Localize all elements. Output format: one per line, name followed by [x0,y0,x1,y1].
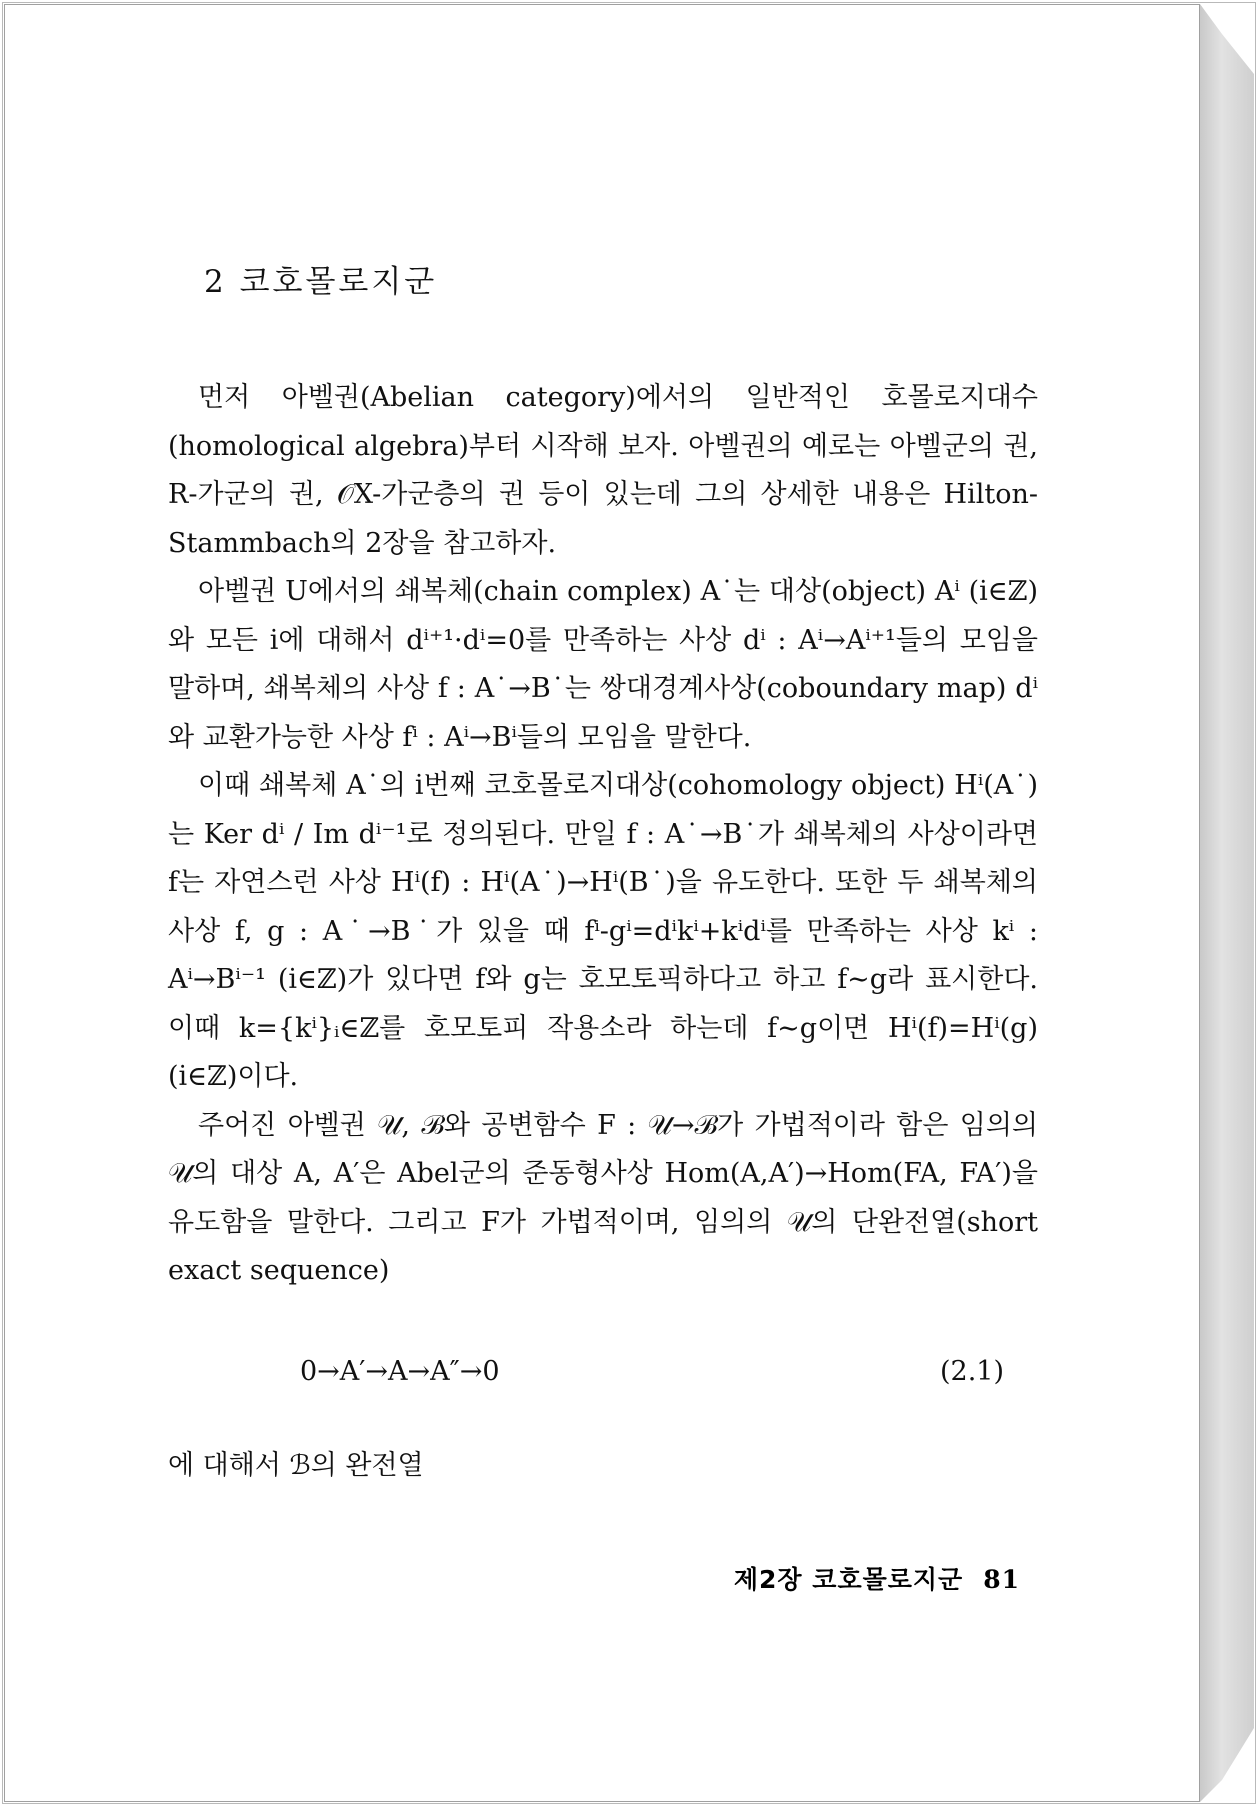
equation-2-1 [168,1348,1038,1397]
section-heading: 2 코호몰로지군 [204,264,438,300]
footer-chapter: 제2장 코호몰로지군 [733,1565,964,1594]
paragraph-after-equation: 에 대해서 ℬ의 완전열 [168,1450,424,1481]
running-footer [720,1560,1020,1596]
paragraph-3: 이때 쇄복체 A˙의 i번째 코호몰로지대상(cohomology object) Hⁱ(A˙)는 Ker dⁱ / Im dⁱ⁻¹로 정의된다. 만일 f : A˙→B˙가 쇄복체의 사상이라면 f는 자연스런 사상 Hⁱ(f) : Hⁱ(A˙)→Hⁱ(B˙)을 유도한다. 또한 두 쇄복체의 사상 f, g : A˙→B˙가 있을 때 fⁱ-gⁱ=dⁱkⁱ+kⁱdⁱ를 만족하는 사상 kⁱ : Aⁱ→Bⁱ⁻¹ (i∈ℤ)가 있다면 f와 g는 호모토픽하다고 하고 f∼g라 표시한다. 이때 k={kⁱ}ᵢ∈ℤ를 호모토피 작용소라 하는데 f∼g이면 Hⁱ(f)=Hⁱ(g) (i∈ℤ)이다. [168,770,1038,1092]
paragraph-4: 주어진 아벨권 𝒰, ℬ와 공변함수 F : 𝒰→ℬ가 가법적이라 함은 임의의 𝒰의 대상 A, A′은 Abel군의 준동형사상 Hom(A,A′)→Hom(FA, FA′)을 유도함을 말한다. 그리고 F가 가법적이며, 임의의 𝒰의 단완전열(short exact sequence) [168,1109,1038,1286]
equation-number: (2.1) [939,1355,1004,1387]
page-number: 81 [983,1565,1020,1594]
paragraph-2: 아벨권 U에서의 쇄복체(chain complex) A˙는 대상(object) Aⁱ (i∈ℤ)와 모든 i에 대해서 dⁱ⁺¹·dⁱ=0를 만족하는 사상 dⁱ : Aⁱ→Aⁱ⁺¹들의 모임을 말하며, 쇄복체의 사상 f : A˙→B˙는 쌍대경계사상(coboundary map) dⁱ와 교환가능한 사상 fⁱ : Aⁱ→Bⁱ들의 모임을 말한다. [168,576,1038,753]
book-spine [1200,4,1254,1802]
paragraph-1: 먼저 아벨권(Abelian category)에서의 일반적인 호몰로지대수 (homological algebra)부터 시작해 보자. 아벨권의 예로는 아벨군의 권, R-가군의 권, 𝒪X-가군층의 권 등이 있는데 그의 상세한 내용은 Hilton-Stammbach의 2장을 참고하자. [168,382,1038,559]
page-body [168,260,1038,1491]
equation-expression: 0→A′→A→A″→0 [300,1355,500,1387]
